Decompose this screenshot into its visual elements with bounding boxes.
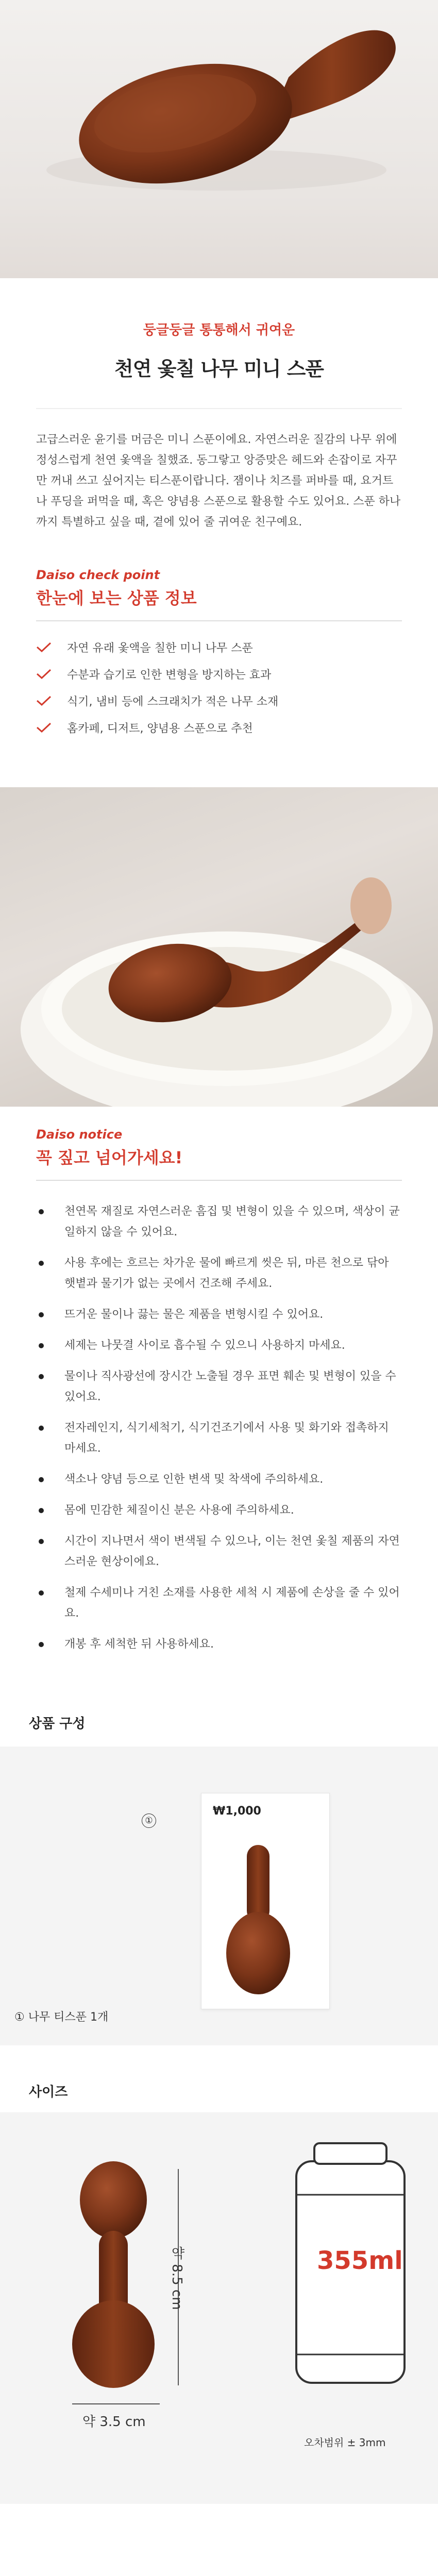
divider (36, 620, 402, 621)
yogurt-illustration (0, 787, 438, 1107)
notice-item: 개봉 후 세척한 뒤 사용하세요. (36, 1634, 402, 1655)
list-item-text: 자연 유래 옻액을 칠한 미니 나무 스푼 (67, 641, 253, 655)
price-currency: ₩ (213, 1805, 226, 1818)
notice-heading: 꼭 짚고 넘어가세요! (36, 1148, 183, 1167)
list-item (36, 634, 402, 660)
list-item-text: 식기, 냄비 등에 스크래치가 적은 나무 소재 (67, 695, 279, 708)
list-item-text: 홈카페, 디저트, 양념용 스푼으로 추천 (67, 722, 253, 735)
check-point-section (0, 568, 438, 741)
notice-item: 세제는 나뭇결 사이로 흡수될 수 있으니 사용하지 마세요. (36, 1335, 402, 1356)
components-panel (0, 1747, 438, 2045)
notice-item: 사용 후에는 흐르는 차가운 물에 빠르게 씻은 뒤, 마른 천으로 닦아 햇볕과 물기가 없는 곳에서 건조해 주세요. (36, 1253, 402, 1294)
list-item (36, 660, 402, 687)
check-icon (36, 642, 52, 652)
notice-section (0, 1127, 438, 1655)
packaged-spoon-illustration (222, 1835, 294, 1999)
check-icon (36, 696, 52, 706)
hero-photo (0, 0, 438, 278)
intro-subtitle: 둥글둥글 통통해서 귀여운 (143, 323, 295, 338)
spoon-size-illustration (62, 2159, 165, 2391)
notice-item: 뜨거운 물이나 끓는 물은 제품을 변형시킬 수 있어요. (36, 1304, 402, 1325)
width-label: 약 3.5 cm (82, 2414, 146, 2430)
components-title: 상품 구성 (29, 1716, 86, 1732)
list-item (36, 714, 402, 741)
divider (36, 408, 402, 409)
size-title: 사이즈 (29, 2084, 68, 2100)
notice-item: 물이나 직사광선에 장시간 노출될 경우 표면 훼손 및 변형이 있을 수 있어요. (36, 1366, 402, 1408)
check-icon (36, 722, 52, 733)
notice-item: 천연목 재질로 자연스러운 흠집 및 변형이 있을 수 있으며, 색상이 균일하지 않을 수 있어요. (36, 1201, 402, 1243)
product-title: 천연 옻칠 나무 미니 스푼 (114, 358, 324, 380)
check-point-eng-heading: Daiso check point (36, 568, 160, 582)
list-item (36, 687, 402, 714)
notice-item: 시간이 지나면서 색이 변색될 수 있으나, 이는 천연 옻칠 제품의 자연스러운 현상이에요. (36, 1531, 402, 1572)
divider (36, 1180, 402, 1181)
check-icon (36, 669, 52, 679)
notice-list (36, 1201, 402, 1655)
check-point-list (36, 634, 402, 741)
notice-item: 색소나 양념 등으로 인한 변색 및 착색에 주의하세요. (36, 1469, 402, 1490)
product-description: 고급스러운 윤기를 머금은 미니 스푼이에요. 자연스러운 질감의 나무 위에 정성스럽게 천연 옻액을 칠했죠. 동그랗고 앙증맞은 헤드와 손잡이로 자꾸만 꺼내 쓰고 싶어지는 티스푼이랍니다. 잼이나 치즈를 퍼바를 때, 요거트나 푸딩을 퍼먹을 때, 혹은 양념용 스푼으로 활용할 수도 있어요. 스푼 하나까지 특별하고 싶을 때, 곁에 있어 줄 귀여운 친구예요. (36, 433, 401, 529)
height-label: 약 8.5 cm (169, 2246, 184, 2310)
package-image (201, 1793, 330, 2009)
check-point-heading: 한눈에 보는 상품 정보 (36, 588, 197, 608)
yogurt-photo (0, 787, 438, 1107)
notice-item: 전자레인지, 식기세척기, 식기건조기에서 사용 및 화기와 접촉하지 마세요. (36, 1418, 402, 1459)
tolerance-note: 오차범위 ± 3mm (304, 2436, 386, 2449)
intro-section (0, 278, 438, 533)
size-panel (0, 2112, 438, 2504)
list-item-text: 수분과 습기로 인한 변형을 방지하는 효과 (67, 668, 272, 682)
package-price (213, 1805, 261, 1818)
component-number: ① (142, 1814, 156, 1828)
width-dimension-line (72, 2403, 160, 2404)
component-label: ① 나무 티스푼 1개 (14, 2011, 109, 2024)
notice-item: 몸에 민감한 체질이신 분은 사용에 주의하세요. (36, 1500, 402, 1521)
price-value: 1,000 (225, 1805, 261, 1818)
notice-item: 철제 수세미나 거친 소재를 사용한 세척 시 제품에 손상을 줄 수 있어요. (36, 1583, 402, 1624)
notice-eng-heading: Daiso notice (36, 1127, 123, 1142)
can-label: 355ml (317, 2246, 403, 2275)
spoon-illustration (0, 0, 438, 278)
